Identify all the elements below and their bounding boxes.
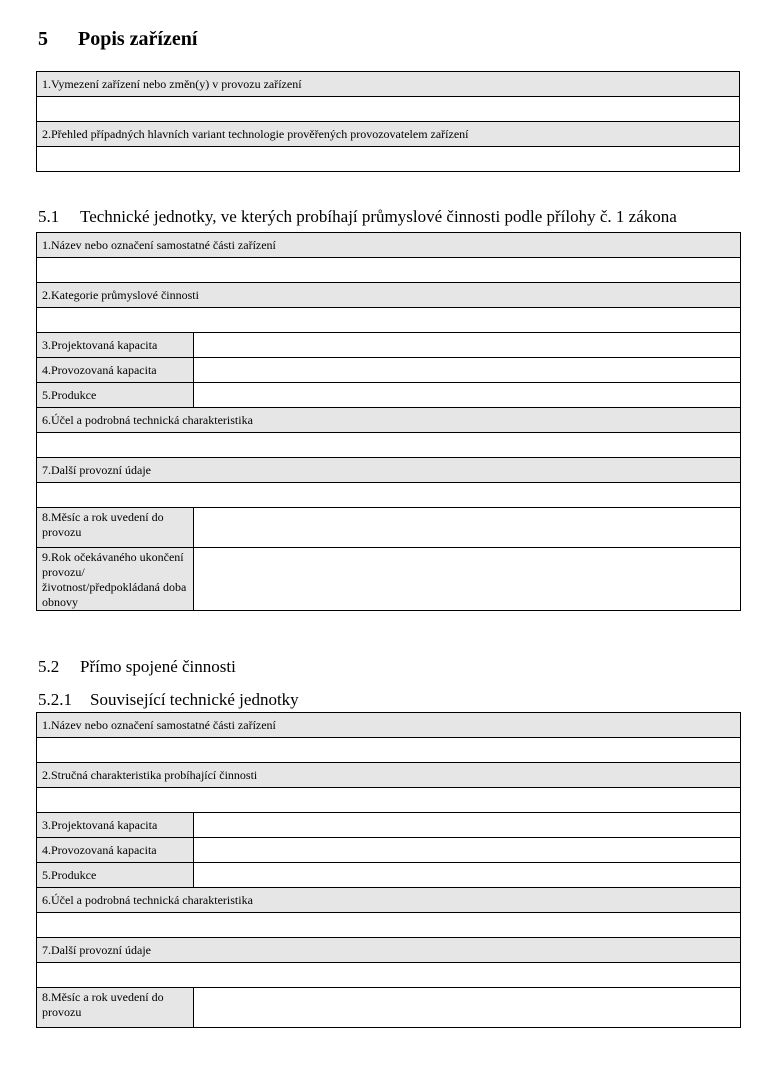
section-5-2-1-title: Související technické jednotky: [90, 690, 299, 709]
section-5-2-title: Přímo spojené činnosti: [80, 657, 236, 676]
activity-category-input[interactable]: [37, 308, 741, 333]
other-data-input[interactable]: [37, 483, 741, 508]
purpose-input[interactable]: [37, 433, 741, 458]
related-unit-name-input[interactable]: [37, 738, 741, 763]
section-5-2-heading: [38, 657, 438, 679]
field-label: 8.Měsíc a rok uvedení do provozu: [37, 508, 194, 548]
field-label: 7.Další provozní údaje: [37, 938, 741, 963]
section-5-number: 5: [38, 28, 48, 50]
operated-capacity-input[interactable]: [194, 358, 741, 383]
section-5-1-number: 5.1: [38, 207, 60, 226]
projected-capacity-input[interactable]: [194, 333, 741, 358]
section-5-1-heading: [38, 207, 738, 229]
field-label: 7.Další provozní údaje: [37, 458, 741, 483]
technology-variants-input[interactable]: [37, 147, 740, 172]
production-input[interactable]: [194, 383, 741, 408]
related-purpose-input[interactable]: [37, 913, 741, 938]
field-label: 4.Provozovaná kapacita: [37, 838, 194, 863]
end-year-input[interactable]: [194, 548, 741, 611]
field-label: 5.Produkce: [37, 863, 194, 888]
section-5-2-1-table: [36, 712, 741, 1028]
unit-name-input[interactable]: [37, 258, 741, 283]
related-other-data-input[interactable]: [37, 963, 741, 988]
facility-definition-input[interactable]: [37, 97, 740, 122]
table-row: [37, 97, 740, 122]
field-label: 6.Účel a podrobná technická charakteristika: [37, 408, 741, 433]
table-row: [37, 147, 740, 172]
field-label: 6.Účel a podrobná technická charakteristika: [37, 888, 741, 913]
related-projected-capacity-input[interactable]: [194, 813, 741, 838]
field-label: 1.Vymezení zařízení nebo změn(y) v provozu zařízení: [37, 72, 740, 97]
start-date-input[interactable]: [194, 508, 741, 548]
section-5-2-number: 5.2: [38, 657, 60, 676]
field-label: 1.Název nebo označení samostatné části zařízení: [37, 713, 741, 738]
section-5-title: Popis zařízení: [78, 28, 198, 50]
section-5-1-title: Technické jednotky, ve kterých probíhají průmyslové činnosti podle přílohy č. 1 zákona: [80, 207, 677, 226]
section-5-1-table: [36, 232, 741, 611]
field-label: 3.Projektovaná kapacita: [37, 333, 194, 358]
section-5-2-1-number: 5.2.1: [38, 690, 72, 709]
field-label: 5.Produkce: [37, 383, 194, 408]
field-label: 1.Název nebo označení samostatné části zařízení: [37, 233, 741, 258]
field-label: 8.Měsíc a rok uvedení do provozu: [37, 988, 194, 1028]
table-row: [37, 72, 740, 97]
section-5-heading: [38, 28, 438, 52]
field-label: 2.Kategorie průmyslové činnosti: [37, 283, 741, 308]
related-start-date-input[interactable]: [194, 988, 741, 1028]
field-label: 4.Provozovaná kapacita: [37, 358, 194, 383]
section-5-2-1-heading: [38, 690, 438, 712]
related-operated-capacity-input[interactable]: [194, 838, 741, 863]
field-label: 9.Rok očekávaného ukončení provozu/ životnost/předpokládaná doba obnovy: [37, 548, 194, 611]
section-5-table: [36, 71, 740, 172]
related-production-input[interactable]: [194, 863, 741, 888]
field-label: 2.Přehled případných hlavních variant technologie prověřených provozovatelem zařízení: [37, 122, 740, 147]
field-label: 2.Stručná charakteristika probíhající činnosti: [37, 763, 741, 788]
field-label: 3.Projektovaná kapacita: [37, 813, 194, 838]
table-row: [37, 122, 740, 147]
activity-description-input[interactable]: [37, 788, 741, 813]
